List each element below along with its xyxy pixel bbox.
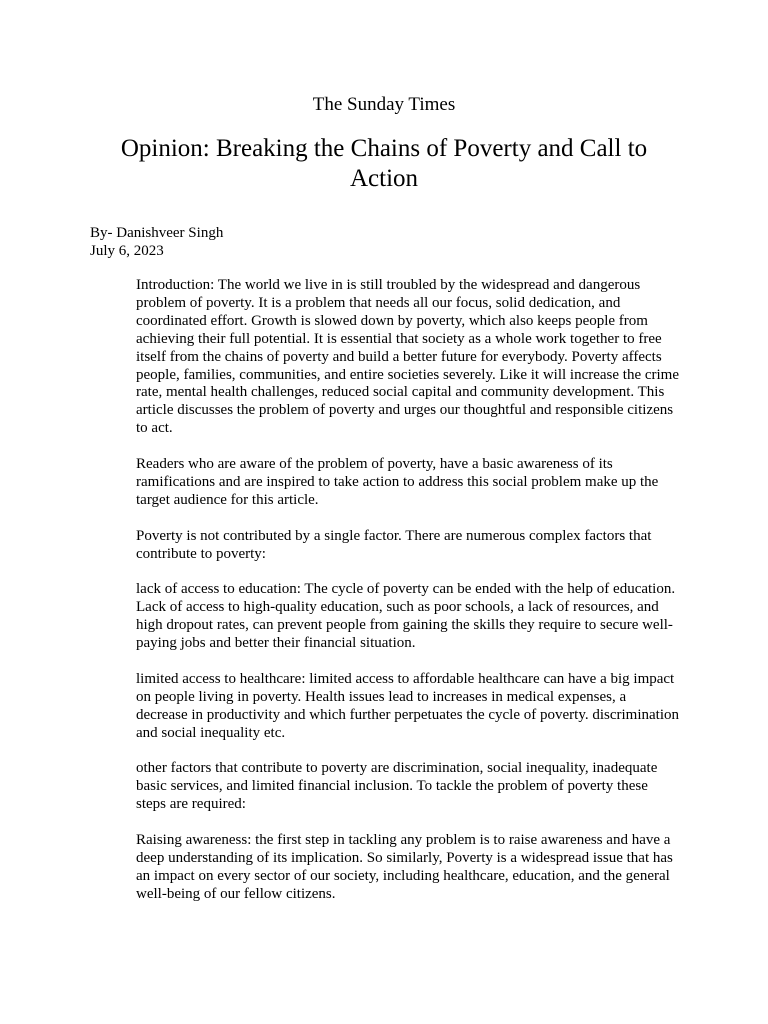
headline: Opinion: Breaking the Chains of Poverty and Call to Action: [120, 135, 648, 192]
article-body: [136, 277, 680, 922]
publication-name: The Sunday Times: [312, 94, 456, 115]
author: By- Danishveer Singh: [90, 225, 224, 241]
paragraph-other-factors: other factors that contribute to poverty are discrimination, social inequality, inadequate basic services, and limited financial inclusion. To tackle the problem of poverty these steps are required:: [136, 760, 658, 813]
byline: [90, 224, 490, 260]
paragraph-target-audience: Readers who are aware of the problem of poverty, have a basic awareness of its ramifications and are inspired to take action to address this social problem make up the target audience for this article.: [136, 456, 659, 508]
paragraph-education: lack of access to education: The cycle of poverty can be ended with the help of education. Lack of access to high-quality education, such as poor schools, a lack of resources, and high dropout rates, can prevent people from gaining the skills they require to secure well-paying jobs and better their financial situation.: [136, 581, 676, 652]
paragraph-healthcare: limited access to healthcare: limited access to affordable healthcare can have a big impact on people living in poverty. Health issues lead to increases in medical expenses, a decrease in productivity and which further perpetuates the cycle of poverty. discrimination and social inequality etc.: [136, 670, 679, 741]
publish-date: July 6, 2023: [90, 243, 164, 259]
paragraph-raising-awareness: Raising awareness: the first step in tackling any problem is to raise awareness and have a deep understanding of its implication. So similarly, Poverty is a widespread issue that has an impact on every sector of our society, including healthcare, education, and the general well-being of our fellow citizens.: [136, 832, 673, 902]
paragraph-factors-intro: Poverty is not contributed by a single factor. There are numerous complex factors that contribute to poverty:: [136, 527, 652, 562]
paragraph-introduction: Introduction: The world we live in is still troubled by the widespread and dangerous problem of poverty. It is a problem that needs all our focus, solid dedication, and coordinated effort. Growth is slowed down by poverty, which also keeps people from achieving their full potential. It is essential that society as a whole work together to free itself from the chains of poverty and build a better future for everybody. Poverty affects people, families, communities, and entire societies severely. Like it will increase the crime rate, mental health challenges, reduced social capital and community development. This article discusses the problem of poverty and urges our thoughtful and responsible citizens to act.: [136, 277, 680, 437]
